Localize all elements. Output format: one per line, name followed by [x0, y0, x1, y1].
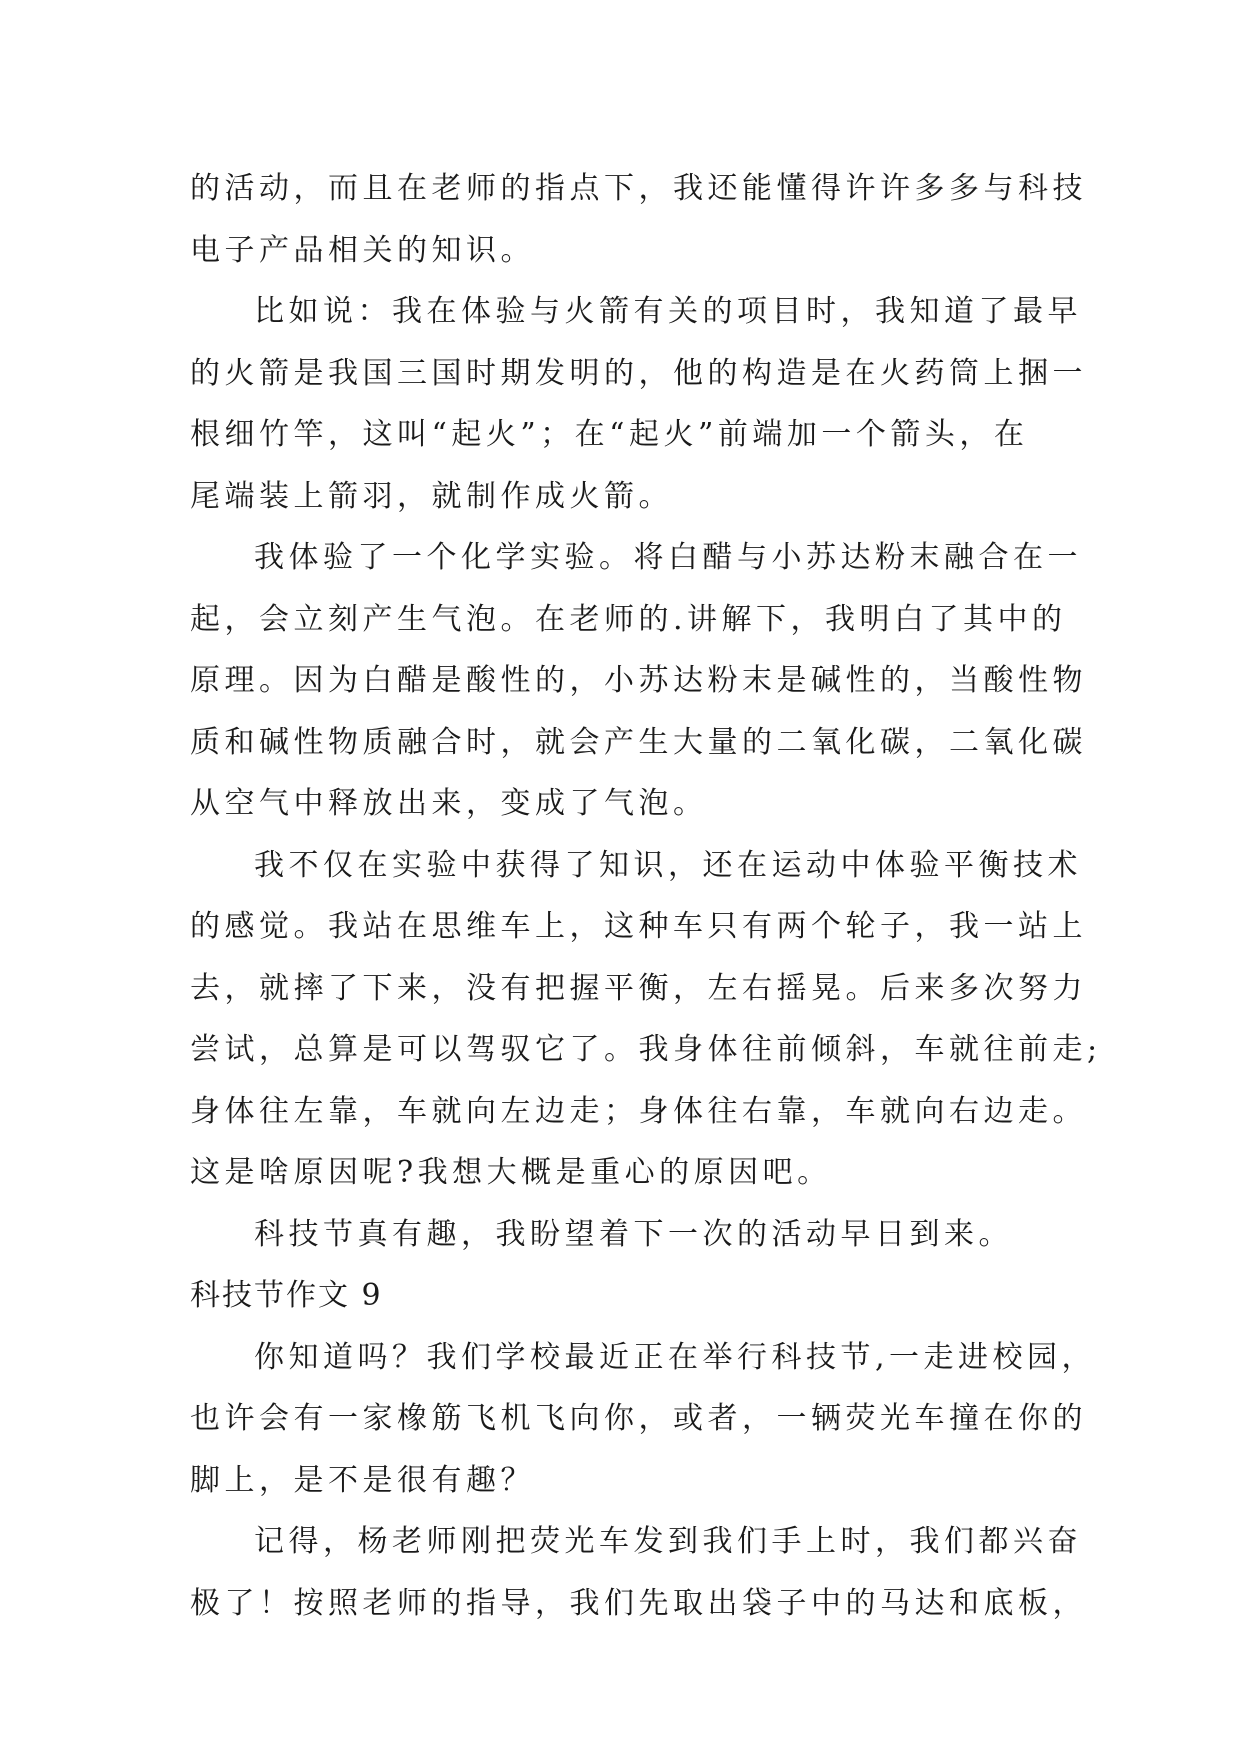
text-line: 的火箭是我国三国时期发明的，他的构造是在火药筒上捆一: [190, 355, 1087, 391]
paragraph-start-line: 我不仅在实验中获得了知识，还在运动中体验平衡技术: [254, 847, 1082, 883]
paragraph-start-line: 我体验了一个化学实验。将白醋与小苏达粉末融合在一: [254, 540, 1082, 575]
text-line: 从空气中释放出来，变成了气泡。: [190, 786, 708, 821]
text-line: 尾端装上箭羽，就制作成火箭。: [190, 478, 673, 514]
text-line: 极了！按照老师的指导，我们先取出袋子中的马达和底板，: [190, 1585, 1087, 1621]
text-line: 脚上，是不是很有趣？: [190, 1462, 535, 1498]
paragraph-start-line: 记得，杨老师刚把荧光车发到我们手上时，我们都兴奋: [254, 1524, 1082, 1559]
text-line: 的活动，而且在老师的指点下，我还能懂得许许多多与科技: [190, 171, 1087, 206]
text-line: 也许会有一家橡筋飞机飞向你，或者，一辆荧光车撞在你的: [190, 1401, 1087, 1436]
paragraph-start-line: 科技节真有趣，我盼望着下一次的活动早日到来。: [254, 1216, 1013, 1252]
section-heading: 科技节作文 9: [190, 1278, 383, 1313]
text-line: 尝试，总算是可以驾驭它了。我身体往前倾斜，车就往前走;: [190, 1032, 1102, 1067]
text-line: 去，就摔了下来，没有把握平衡，左右摇晃。后来多次努力: [190, 970, 1087, 1006]
text-line: 原理。因为白醋是酸性的，小苏达粉末是碱性的，当酸性物: [190, 663, 1087, 698]
text-line: 根细竹竿，这叫“起火”；在“起火”前端加一个箭头，在: [190, 417, 1029, 452]
text-line: 质和碱性物质融合时，就会产生大量的二氧化碳，二氧化碳: [190, 724, 1087, 760]
text-line: 起，会立刻产生气泡。在老师的.讲解下，我明白了其中的: [190, 601, 1067, 637]
paragraph-start-line: 你知道吗？我们学校最近正在举行科技节,一走进校园，: [254, 1339, 1097, 1375]
text-line: 的感觉。我站在思维车上，这种车只有两个轮子，我一站上: [190, 909, 1087, 944]
text-line: 电子产品相关的知识。: [190, 232, 535, 268]
document-body: [190, 158, 1102, 1634]
text-line: 这是啥原因呢?我想大概是重心的原因吧。: [190, 1155, 832, 1190]
text-line: 身体往左靠，车就向左边走；身体往右靠，车就向右边走。: [190, 1093, 1087, 1129]
paragraph-start-line: 比如说：我在体验与火箭有关的项目时，我知道了最早: [254, 294, 1082, 329]
